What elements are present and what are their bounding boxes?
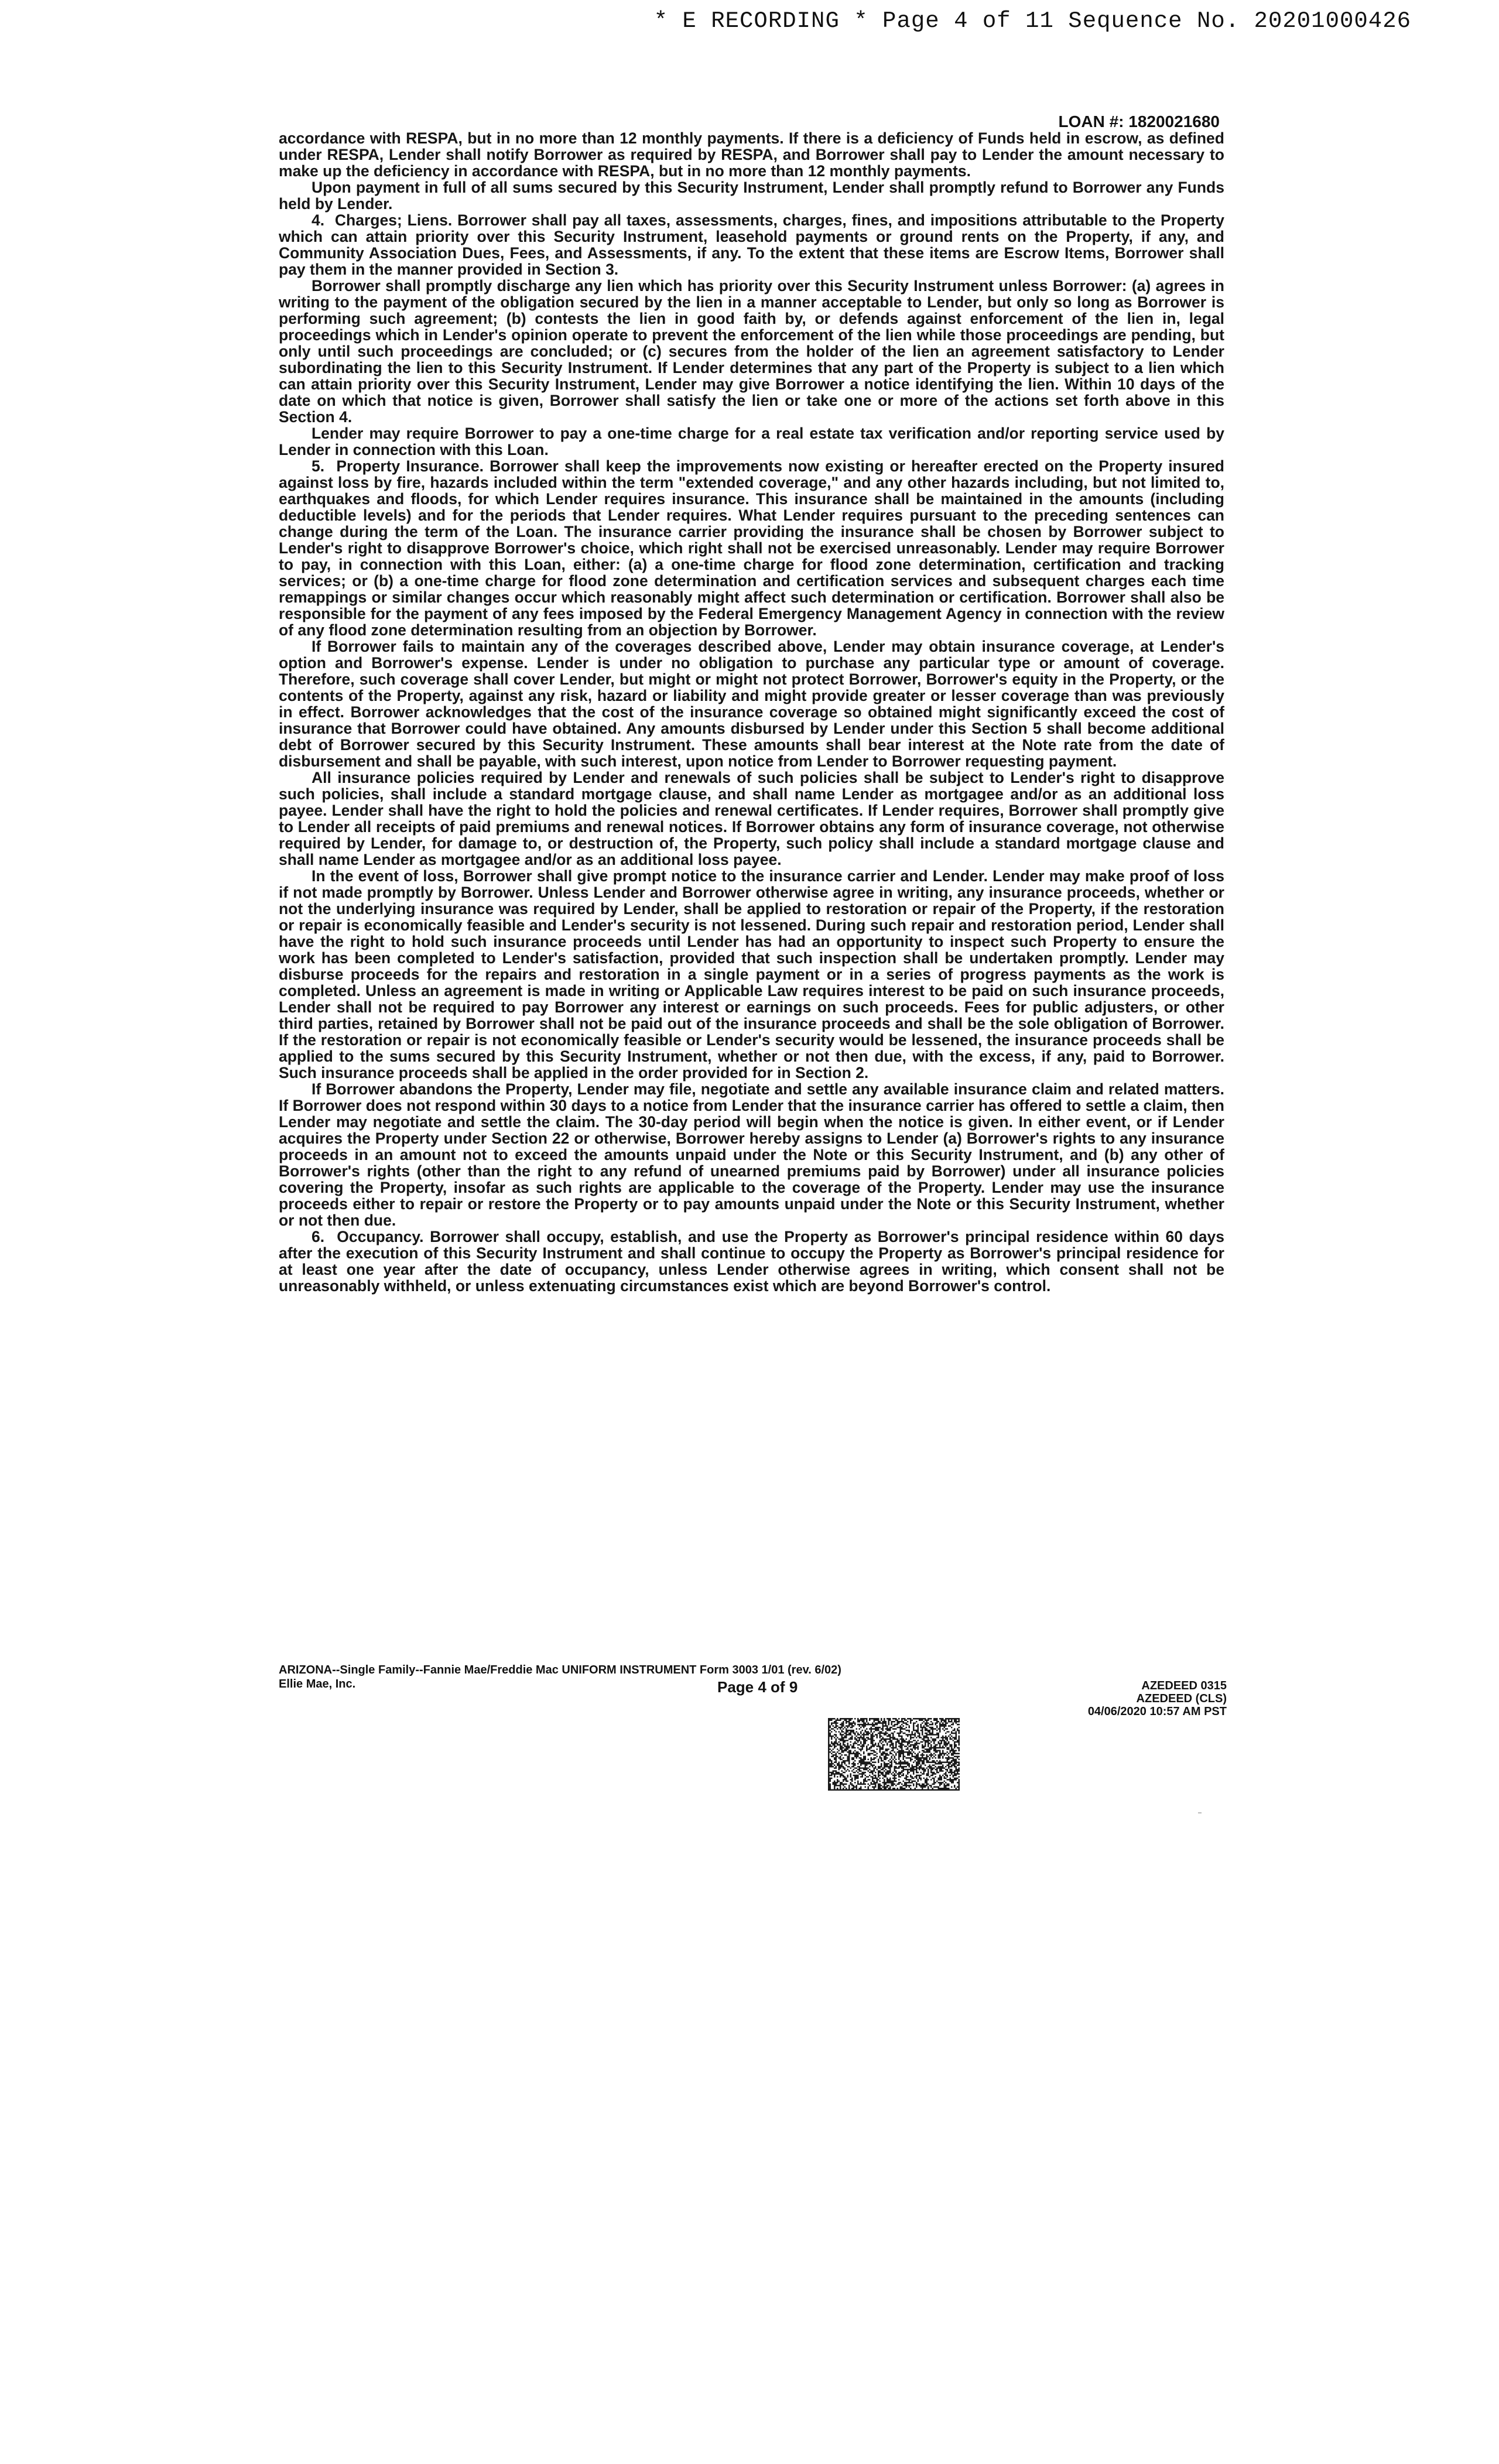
footer-form-line: ARIZONA--Single Family--Fannie Mae/Freddie Mac UNIFORM INSTRUMENT Form 3003 1/01 (rev. 6/02) xyxy=(279,1664,841,1676)
loan-number: LOAN #: 1820021680 xyxy=(1058,112,1220,131)
section-6-number: 6. xyxy=(312,1228,325,1245)
2d-barcode-icon xyxy=(828,1718,960,1791)
paragraph-escrow-deficiency: accordance with RESPA, but in no more than 12 monthly payments. If there is a deficiency of Funds held in escrow, as defined under RESPA, Lender shall notify Borrower as required by RESPA, and Borrower shall pay to Lender the amount necessary to make up the deficiency in accordance with RESPA, but in no more than 12 monthly payments. xyxy=(279,129,1224,180)
section-4-charges-liens xyxy=(279,212,1224,278)
footer-company: Ellie Mae, Inc. xyxy=(279,1678,356,1690)
section-6-title: Occupancy. xyxy=(337,1228,424,1245)
footer-code-1: AZEDEED 0315 xyxy=(1141,1679,1227,1692)
section-5-number: 5. xyxy=(312,457,325,475)
section-6-text: Borrower shall occupy, establish, and use the Property as Borrower's principal residence within 60 days after the execution of this Security Instrument and shall continue to occupy the Property as Borrower's principal residence for at least one year after the date of occupancy, unless Lender otherwise agrees in writing, which consent shall not be unreasonably withheld, or unless extenuating circumstances exist which are beyond Borrower's control. xyxy=(279,1228,1224,1295)
paragraph-lien-discharge: Borrower shall promptly discharge any lien which has priority over this Security Instrument unless Borrower: (a) agrees in writing to the payment of the obligation secured by the lien in a manner acceptable to Lender, but only so long as Borrower is performing such agreement; (b) contests the lien in good faith by, or defends against enforcement of the lien in, legal proceedings which in Lender's opinion operate to prevent the enforcement of the lien while those proceedings are pending, but only until such proceedings are concluded; or (c) secures from the holder of the lien an agreement satisfactory to Lender subordinating the lien to this Security Instrument. If Lender determines that any part of the Property is subject to a lien which can attain priority over this Security Instrument, Lender may give Borrower a notice identifying the lien. Within 10 days of the date on which that notice is given, Borrower shall satisfy the lien or take one or more of the actions set forth above in this Section 4. xyxy=(279,277,1224,426)
section-6-occupancy xyxy=(279,1228,1224,1294)
section-5-text: Borrower shall keep the improvements now existing or hereafter erected on the Property insured against loss by fire, hazards included within the term "extended coverage," and any other hazards including, but not limited to, earthquakes and floods, for which Lender requires insurance. This insurance shall be maintained in the amounts (including deductible levels) and for the periods that Lender requires. What Lender requires pursuant to the preceding sentences can change during the term of the Loan. The insurance carrier providing the insurance shall be chosen by Borrower subject to Lender's right to disapprove Borrower's choice, which right shall not be exercised unreasonably. Lender may require Borrower to pay, in connection with this Loan, either: (a) a one-time charge for flood zone determination, certification and tracking services; or (b) a one-time charge for flood zone determination and certification services and subsequent charges each time remappings or similar changes occur which reasonably might affect such determination or certification. Borrower shall also be responsible for the payment of any fees imposed by the Federal Emergency Management Agency in connection with the review of any flood zone determination resulting from an objection by Borrower. xyxy=(279,457,1224,639)
paragraph-tax-verification: Lender may require Borrower to pay a one-time charge for a real estate tax verification and/or reporting service used by Lender in connection with this Loan. xyxy=(279,425,1224,458)
paragraph-abandonment: If Borrower abandons the Property, Lender may file, negotiate and settle any available insurance claim and related matters. If Borrower does not respond within 30 days to a notice from Lender that the insurance carrier has offered to settle a claim, then Lender may negotiate and settle the claim. The 30-day period will begin when the notice is given. In either event, or if Lender acquires the Property under Section 22 or otherwise, Borrower hereby assigns to Lender (a) Borrower's rights to any insurance proceeds in an amount not to exceed the amounts unpaid under the Note or this Security Instrument, and (b) any other of Borrower's rights (other than the right to any refund of unearned premiums paid by Borrower) under all insurance policies covering the Property, insofar as such rights are applicable to the coverage of the Property. Lender may use the insurance proceeds either to repair or restore the Property or to pay amounts unpaid under the Note or this Security Instrument, whether or not then due. xyxy=(279,1080,1224,1229)
paragraph-insurance-policies: All insurance policies required by Lender and renewals of such policies shall be subject to Lender's right to disapprove such policies, shall include a standard mortgage clause, and shall name Lender as mortgagee and/or as an additional loss payee. Lender shall have the right to hold the policies and renewal certificates. If Lender requires, Borrower shall promptly give to Lender all receipts of paid premiums and renewal notices. If Borrower obtains any form of insurance coverage, not otherwise required by Lender, for damage to, or destruction of, the Property, such policy shall include a standard mortgage clause and shall name Lender as mortgagee and/or as an additional loss payee. xyxy=(279,769,1224,868)
footer-codes xyxy=(1051,1679,1227,1718)
footer-page-number: Page 4 of 9 xyxy=(717,1678,798,1696)
section-4-number: 4. xyxy=(312,211,325,229)
paragraph-coverage-failure: If Borrower fails to maintain any of the coverages described above, Lender may obtain insurance coverage, at Lender's option and Borrower's expense. Lender is under no obligation to purchase any particular type or amount of coverage. Therefore, such coverage shall cover Lender, but might or might not protect Borrower, Borrower's equity in the Property, or the contents of the Property, against any risk, hazard or liability and might provide greater or lesser coverage than was previously in effect. Borrower acknowledges that the cost of the insurance coverage so obtained might significantly exceed the cost of insurance that Borrower could have obtained. Any amounts disbursed by Lender under this Section 5 shall become additional debt of Borrower secured by this Security Instrument. These amounts shall bear interest at the Note rate from the date of disbursement and shall be payable, with such interest, upon notice from Lender to Borrower requesting payment. xyxy=(279,638,1224,770)
recording-header: * E RECORDING * Page 4 of 11 Sequence No. 20201000426 xyxy=(653,8,1411,34)
scan-speck xyxy=(1198,1812,1202,1813)
section-4-title: Charges; Liens. xyxy=(334,211,453,229)
section-4-text: Borrower shall pay all taxes, assessments, charges, fines, and impositions attributable to the Property which can attain priority over this Security Instrument, leasehold payments or ground rents on the Property, if any, and Community Association Dues, Fees, and Assessments, if any. To the extent that these items are Escrow Items, Borrower shall pay them in the manner provided in Section 3. xyxy=(279,211,1224,278)
footer-code-2: AZEDEED (CLS) xyxy=(1136,1692,1227,1705)
paragraph-event-of-loss: In the event of loss, Borrower shall give prompt notice to the insurance carrier and Lender. Lender may make proof of loss if not made promptly by Borrower. Unless Lender and Borrower otherwise agree in writing, any insurance proceeds, whether or not the underlying insurance was required by Lender, shall be applied to restoration or repair of the Property, if the restoration or repair is economically feasible and Lender's security is not lessened. During such repair and restoration period, Lender shall have the right to hold such insurance proceeds until Lender has had an opportunity to inspect such Property to ensure the work has been completed to Lender's satisfaction, provided that such inspection shall be undertaken promptly. Lender may disburse proceeds for the repairs and restoration in a single payment or in a series of progress payments as the work is completed. Unless an agreement is made in writing or Applicable Law requires interest to be paid on such insurance proceeds, Lender shall not be required to pay Borrower any interest or earnings on such proceeds. Fees for public adjusters, or other third parties, retained by Borrower shall not be paid out of the insurance proceeds and shall be the sole obligation of Borrower. If the restoration or repair is not economically feasible or Lender's security would be lessened, the insurance proceeds shall be applied to the sums secured by this Security Instrument, whether or not then due, with the excess, if any, paid to Borrower. Such insurance proceeds shall be applied in the order provided for in Section 2. xyxy=(279,867,1224,1082)
section-5-title: Property Insurance. xyxy=(336,457,484,475)
document-body xyxy=(279,130,1224,1294)
section-5-property-insurance xyxy=(279,458,1224,638)
paragraph-refund: Upon payment in full of all sums secured by this Security Instrument, Lender shall promptly refund to Borrower any Funds held by Lender. xyxy=(279,179,1224,213)
footer-timestamp: 04/06/2020 10:57 AM PST xyxy=(1087,1705,1227,1718)
